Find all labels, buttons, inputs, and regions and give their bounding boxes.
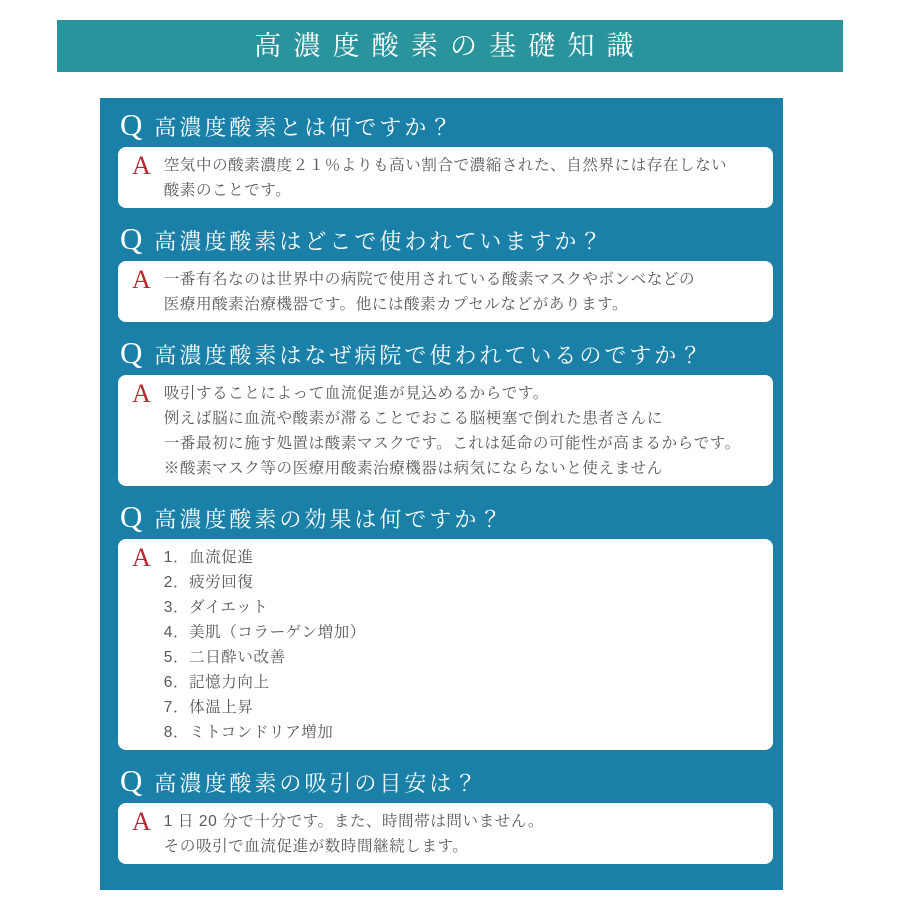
answer-box bbox=[118, 147, 773, 208]
a-label: A bbox=[132, 543, 151, 572]
answer-box bbox=[118, 803, 773, 864]
page-title-bar bbox=[57, 20, 843, 72]
qa-section bbox=[118, 107, 773, 208]
qa-section bbox=[118, 763, 773, 864]
answer-line: 吸引することによって血流促進が見込めるからです。 bbox=[163, 385, 549, 402]
answer-line: 5．二日酔い改善 bbox=[163, 649, 286, 666]
answer-text bbox=[164, 379, 741, 481]
question-text: 高濃度酸素とは何ですか？ bbox=[154, 115, 455, 140]
q-label: Q bbox=[120, 763, 143, 798]
answer-line: 7．体温上昇 bbox=[163, 699, 254, 716]
question-text: 高濃度酸素の吸引の目安は？ bbox=[154, 771, 480, 796]
answer-line: 一番有名なのは世界中の病院で使用されている酸素マスクやボンベなどの bbox=[163, 271, 696, 288]
answer-line: 1 日 20 分で十分です。また、時間帯は問いません。 bbox=[163, 813, 544, 830]
answer-line: 酸素のことです。 bbox=[163, 182, 292, 199]
answer-line: 2．疲労回復 bbox=[163, 574, 254, 591]
answer-line: その吸引で血流促進が数時間継続します。 bbox=[163, 838, 469, 855]
answer-line: 1．血流促進 bbox=[163, 549, 254, 566]
question-text: 高濃度酸素はどこで使われていますか？ bbox=[154, 229, 605, 254]
answer-box bbox=[118, 539, 773, 750]
question-text: 高濃度酸素の効果は何ですか？ bbox=[154, 507, 505, 532]
answer-line: 空気中の酸素濃度２１％よりも高い割合で濃縮された、自然界には存在しない bbox=[163, 157, 728, 174]
q-label: Q bbox=[120, 107, 143, 142]
q-label: Q bbox=[120, 335, 143, 370]
answer-text bbox=[164, 265, 695, 317]
question-row bbox=[120, 499, 773, 534]
answer-line: 例えば脳に血流や酸素が滞ることでおこる脳梗塞で倒れた患者さんに bbox=[163, 410, 663, 427]
qa-section bbox=[118, 221, 773, 322]
answer-text bbox=[164, 543, 366, 745]
question-text: 高濃度酸素はなぜ病院で使われているのですか？ bbox=[154, 343, 705, 368]
q-label: Q bbox=[120, 499, 143, 534]
answer-box bbox=[118, 375, 773, 486]
answer-box bbox=[118, 261, 773, 322]
a-label: A bbox=[132, 151, 151, 180]
answer-line: ※酸素マスク等の医療用酸素治療機器は病気にならないと使えません bbox=[163, 460, 663, 477]
answer-line: 一番最初に施す処置は酸素マスクです。これは延命の可能性が高まるからです。 bbox=[163, 435, 741, 452]
answer-line: 3．ダイエット bbox=[163, 599, 269, 616]
qa-section bbox=[118, 335, 773, 486]
answer-line: 6．記憶力向上 bbox=[163, 674, 270, 691]
a-label: A bbox=[132, 265, 151, 294]
answer-line: 8．ミトコンドリア増加 bbox=[163, 724, 334, 741]
answer-text bbox=[164, 807, 544, 859]
question-row bbox=[120, 221, 773, 256]
a-label: A bbox=[132, 379, 151, 408]
answer-line: 4．美肌（コラーゲン増加） bbox=[163, 624, 366, 641]
qa-section bbox=[118, 499, 773, 750]
question-row bbox=[120, 763, 773, 798]
a-label: A bbox=[132, 807, 151, 836]
answer-line: 医療用酸素治療機器です。他には酸素カプセルなどがあります。 bbox=[163, 296, 629, 313]
page-title: 高濃度酸素の基礎知識 bbox=[254, 31, 646, 61]
q-label: Q bbox=[120, 221, 143, 256]
qa-panel bbox=[100, 98, 783, 890]
question-row bbox=[120, 335, 773, 370]
answer-text bbox=[164, 151, 728, 203]
question-row bbox=[120, 107, 773, 142]
